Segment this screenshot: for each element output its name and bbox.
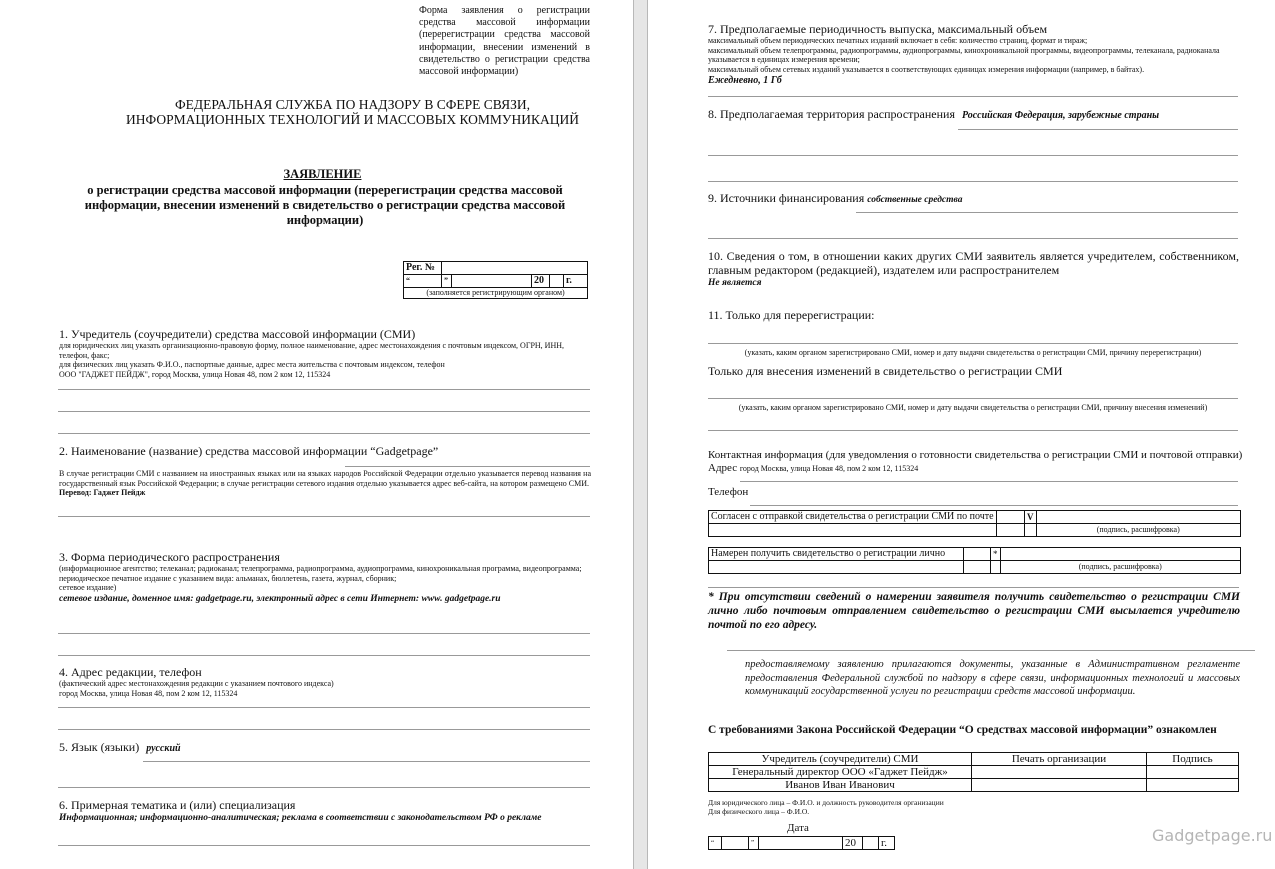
personal-pickup-checkbox[interactable] (964, 548, 991, 561)
reg-quote: “ (404, 275, 442, 288)
section-6 (59, 798, 574, 824)
contact-title: Контактная информация (для уведомления о готовности свидетельства о регистрации СМИ и почтовой отправки) (708, 449, 1243, 461)
reg-number-field[interactable] (442, 262, 588, 275)
mail-consent-table (708, 510, 1241, 537)
footnote: * При отсутствии сведений о намерении заявителя получить свидетельство о регистрации СМИ лично либо почтовым отправлением свидетельство о регистрации СМИ высылается учредителю почтой по его адресу. (708, 591, 1240, 631)
sign-note-legal: Для юридического лица – Ф.И.О. и должность руководителя организации (708, 798, 944, 807)
section-hint: максимальный объем телепрограммы, радиопрограммы, аудиопрограммы, кинохроникальной программы, видеопрограммы, телеканала, радиоканала указывается в единицах измерения времени; (708, 45, 1220, 64)
sign-note: (подпись, расшифровка) (1000, 561, 1241, 574)
address-label: Адрес (708, 462, 738, 474)
section-value: Ежедневно, 1 Гб (708, 75, 782, 86)
date-quote: ” (749, 837, 759, 850)
date-quote: “ (709, 837, 722, 850)
agency-line1: ФЕДЕРАЛЬНАЯ СЛУЖБА ПО НАДЗОРУ В СФЕРЕ СВЯЗИ, (174, 97, 531, 112)
mail-consent-label: Согласен с отправкой свидетельства о регистрации СМИ по почте (709, 511, 997, 524)
date-label: Дата (787, 822, 809, 834)
date-g: г. (879, 837, 895, 850)
section-value: собственные средства (867, 195, 963, 205)
date-year-suffix[interactable] (863, 837, 879, 850)
section-title: 9. Источники финансирования (708, 191, 865, 205)
table-row (709, 766, 1239, 779)
reg-month (452, 275, 532, 288)
reg-number-table (403, 261, 588, 299)
section-title: 6. Примерная тематика и (или) специализация (59, 798, 296, 812)
section-3 (59, 550, 591, 606)
section-value: русский (146, 743, 181, 754)
section-value: сетевое издание, доменное имя: gadgetpage.ru, электронный адрес в сети Интернет: www. gadgetpage.ru (59, 593, 501, 604)
mail-signature-field[interactable] (1036, 511, 1241, 524)
watermark: Gadgetpage.ru (1152, 826, 1273, 845)
section-title: 4. Адрес редакции, телефон (59, 665, 202, 679)
form-note: Форма заявления о регистрации средства массовой информации (перерегистрации средства массовой информации, внесении изменений в свидетельство о регистрации средства массовой информации) (419, 5, 590, 78)
section-title: 5. Язык (языки) (59, 740, 140, 754)
column-header: Подпись (1147, 753, 1239, 766)
section-hint: (фактический адрес местонахождения редакции с указанием почтового индекса) (59, 679, 334, 688)
reg-g: г. (564, 275, 588, 288)
section-value: Не является (708, 278, 762, 288)
section-2-title: 2. Наименование (название) средства массовой информации “Gadgetpage” (59, 444, 439, 458)
date-table (708, 836, 895, 850)
changes-title: Только для внесения изменений в свидетельство о регистрации СМИ (708, 364, 1063, 378)
table-row (709, 779, 1239, 792)
section-title: 10. Сведения о том, в отношении каких других СМИ заявитель является учредителем, собственником, главным редактором (редакцией), издателем или распространителем (708, 249, 1239, 277)
page-title: ЗАЯВЛЕНИЕ (283, 167, 362, 181)
founder-name: Иванов Иван Иванович (709, 779, 972, 792)
section-1 (59, 327, 591, 379)
reg-year-suffix (550, 275, 564, 288)
section-title: 1. Учредитель (соучредители) средства массовой информации (СМИ) (59, 327, 416, 341)
personal-pickup-table (708, 547, 1241, 574)
section-11-hint: (указать, каким органом зарегистрировано СМИ, номер и дату выдачи свидетельства о регистрации СМИ, причину перерегистрации) (744, 348, 1202, 357)
section-hint: (информационное агентство; телеканал; радиоканал; телепрограмма, радиопрограмма, аудиопрограмма, кинохроникальная программа, видеопрограмма; (59, 564, 582, 573)
section-10 (708, 249, 1239, 289)
section-value: ООО "ГАДЖЕТ ПЕЙДЖ", город Москва, улица Новая 48, пом 2 ком 12, 115324 (59, 369, 331, 379)
sign-note-person: Для физического лица – Ф.И.О. (708, 807, 810, 816)
mail-consent-checkbox[interactable] (997, 511, 1025, 524)
attachments-text: предоставляемому заявлению прилагаются документы, указанные в Административном регламенте предоставления Федеральной службой по надзору в сфере связи, информационных технологий и массовых коммуникаций государственной услуги по регистрации средств массовой информации. (745, 659, 1240, 697)
personal-pickup-mark: * (991, 548, 1001, 561)
law-acknowledgement: С требованиями Закона Российской Федерации “О средствах массовой информации” ознакомлен (708, 724, 1217, 736)
section-value: Перевод: Гаджет Пейдж (59, 488, 146, 497)
reg-label: Рег. № (404, 262, 442, 275)
section-7 (708, 22, 1238, 87)
section-hint: максимальный объем сетевых изданий указывается в соответствующих единицах измерения информации (например, в байтах). (708, 64, 1145, 74)
section-5 (59, 740, 181, 756)
page-divider (633, 0, 648, 869)
agency-line2: ИНФОРМАЦИОННЫХ ТЕХНОЛОГИЙ И МАССОВЫХ КОММУНИКАЦИЙ (126, 112, 579, 127)
section-title: 8. Предполагаемая территория распространения (708, 107, 955, 121)
section-value: Российская Федерация, зарубежные страны (962, 110, 1160, 121)
section-hint: для физических лиц указать Ф.И.О., паспортные данные, адрес места жительства с почтовым индексом, телефон (59, 360, 445, 369)
personal-pickup-label: Намерен получить свидетельство о регистрации лично (709, 548, 964, 561)
section-hint: В случае регистрации СМИ с названием на иностранных языках или на языках народов Российской Федерации отдельно указывается перевод названия на государственный язык Российской Федерации; в случае регистрации сетевого издания отдельно указывается адрес веб-сайта, на котором размещено СМИ. (59, 469, 591, 488)
signature-cell[interactable] (1147, 779, 1239, 792)
founder-position: Генеральный директор ООО «Гаджет Пейдж» (709, 766, 972, 779)
address-value: город Москва, улица Новая 48, пом 2 ком 12, 115324 (739, 464, 919, 473)
column-header: Учредитель (соучредители) СМИ (709, 753, 972, 766)
section-hint: для юридических лиц указать организационно-правовую форму, полное наименование, адрес местонахождения с почтовым индексом, ОГРН, ИНН, телефон, факс; (59, 341, 564, 360)
section-11-title: 11. Только для перерегистрации: (708, 308, 875, 322)
signature-table (708, 752, 1239, 792)
page-subtitle: о регистрации средства массовой информации (перерегистрации средства массовой информации, внесении изменений в свидетельство о регистрации средства массовой информации) (84, 183, 566, 227)
date-day[interactable] (722, 837, 749, 850)
section-hint: периодическое печатное издание с указанием вида: альманах, бюллетень, газета, журнал, сборник; (59, 573, 397, 583)
reg-quote: ” (442, 275, 452, 288)
section-hint: максимальный объем периодических печатных изданий включает в себя: количество страниц, формат и тираж; (708, 36, 1088, 45)
sign-note: (подпись, расшифровка) (1036, 524, 1241, 537)
signature-notes (708, 798, 944, 816)
section-title: 3. Форма периодического распространения (59, 550, 280, 564)
date-month[interactable] (759, 837, 843, 850)
personal-signature-field[interactable] (1000, 548, 1241, 561)
mail-consent-mark: V (1025, 511, 1037, 524)
section-9 (708, 191, 962, 207)
section-value: город Москва, улица Новая 48, пом 2 ком 12, 115324 (59, 688, 238, 698)
section-8 (708, 107, 1159, 123)
section-hint: сетевое издание) (59, 583, 117, 592)
date-year: 20 (843, 837, 863, 850)
column-header: Печать организации (972, 753, 1147, 766)
agency-header (60, 97, 650, 127)
reg-year: 20 (532, 275, 550, 288)
contact-info (708, 449, 1243, 475)
changes-hint: (указать, каким органом зарегистрировано СМИ, номер и дату выдачи свидетельства о регистрации СМИ, причину внесения изменений) (738, 403, 1208, 412)
section-value: Информационная; информационно-аналитическая; реклама в соответствии с законодательством РФ о рекламе (59, 813, 542, 823)
phone-label: Телефон (708, 486, 749, 498)
section-4 (59, 665, 591, 698)
reg-note: (заполняется регистрирующим органом) (404, 288, 588, 299)
section-2 (59, 469, 591, 498)
signature-cell[interactable] (1147, 766, 1239, 779)
section-title: 7. Предполагаемые периодичность выпуска, максимальный объем (708, 22, 1048, 36)
